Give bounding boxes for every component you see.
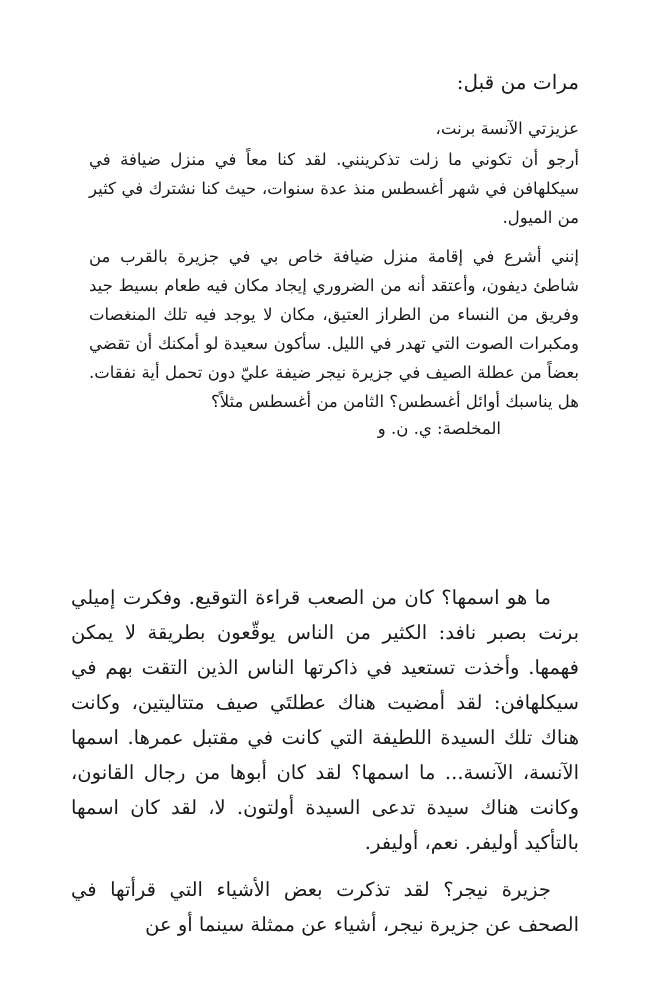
letter-block bbox=[89, 114, 579, 443]
opening-line: مرات من قبل: bbox=[456, 70, 579, 94]
narrative-paragraph-2: جزيرة نيجر؟ لقد تذكرت بعض الأشياء التي قرأتها في الصحف عن جزيرة نيجر، أشياء عن ممثلة سينما أو عن bbox=[71, 878, 579, 936]
letter-signature: المخلصة: ي. ن. و bbox=[377, 419, 501, 438]
narrative-block bbox=[71, 580, 579, 942]
letter-paragraph-2: إنني أشرع في إقامة منزل ضيافة خاص بي في جزيرة بالقرب من شاطئ ديفون، وأعتقد أنه من الضروري إيجاد مكان فيه طعام بسيط جيد وفريق من النساء من الطراز العتيق، مكان لا يوجد فيه تلك المنغصات ومكبرات الصوت التي تهدر في الليل. سأكون سعيدة لو أمكنك أن تقضي بعضاً من عطلة الصيف في جزيرة نيجر ضيفة عليّ دون تحمل أية نفقات. هل يناسبك أوائل أغسطس؟ الثامن من أغسطس مثلاً؟ bbox=[89, 247, 579, 411]
letter-paragraph-1: أرجو أن تكوني ما زلت تذكرينني. لقد كنا معاً في منزل ضيافة في سيكلهافن في شهر أغسطس منذ عدة سنوات، حيث كنا نشترك في كثير من الميول. bbox=[89, 150, 579, 227]
letter-greeting: عزيزتي الآنسة برنت، bbox=[435, 119, 579, 138]
narrative-paragraph-1: ما هو اسمها؟ كان من الصعب قراءة التوقيع. وفكرت إميلي برنت بصبر نافد: الكثير من الناس يوقّعون بطريقة لا يمكن فهمها. وأخذت تستعيد في ذاكرتها الناس الذين التقت بهم في سيكلهافن: لقد أمضيت هناك عطلتَي صيف متتاليتين، وكانت هناك تلك السيدة اللطيفة التي كانت في مقتبل عمرها. اسمها الآنسة، الآنسة... ما اسمها؟ لقد كان أبوها من رجال القانون، وكانت هناك سيدة تدعى السيدة أولتون. لا، لقد كان اسمها بالتأكيد أوليفر. نعم، أوليفر. bbox=[71, 586, 579, 854]
